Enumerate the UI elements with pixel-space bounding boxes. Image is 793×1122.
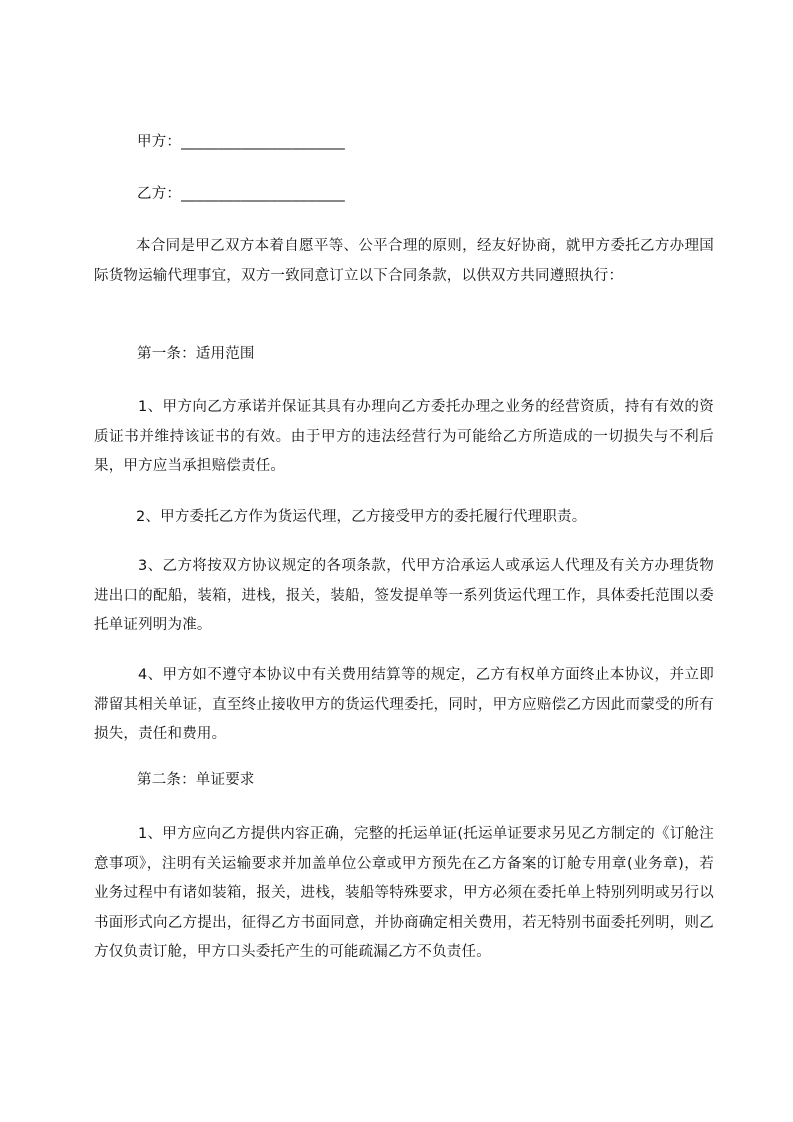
intro-paragraph: 本合同是甲乙双方本着自愿平等、公平合理的原则，经友好协商，就甲方委托乙方办理国际货物运输代理事宜，双方一致同意订立以下合同条款，以供双方共同遵照执行： xyxy=(94,238,714,284)
party-b-line: 乙方：______________________ xyxy=(137,186,345,202)
article2-title: 第二条：单证要求 xyxy=(137,772,255,788)
article2-clause-1: 1、甲方应向乙方提供内容正确，完整的托运单证(托运单证要求另见乙方制定的《订舱注意事项》，注明有关运输要求并加盖单位公章或甲方预先在乙方备案的订舱专用章(业务章)，若业务过程中有诸如装箱，报关，进栈，装船等特殊要求，甲方必须在委托单上特别列明或另行以书面形式向乙方提出，征得乙方书面同意，并协商确定相关费用，若无特别书面委托列明，则乙方仅负责订舱，甲方口头委托产生的可能疏漏乙方不负责任。 xyxy=(94,826,714,960)
article1-clause-1: 1、甲方向乙方承诺并保证其具有办理向乙方委托办理之业务的经营资质，持有有效的资质证书并维持该证书的有效。由于甲方的违法经营行为可能给乙方所造成的一切损失与不利后果，甲方应当承担赔偿责任。 xyxy=(94,399,714,474)
party-a-line: 甲方：______________________ xyxy=(137,134,345,150)
article1-clause-2: 2、甲方委托乙方作为货运代理，乙方接受甲方的委托履行代理职责。 xyxy=(136,509,587,525)
article1-clause-3: 3、乙方将按双方协议规定的各项条款，代甲方洽承运人或承运人代理及有关方办理货物进出口的配船，装箱，进栈，报关，装船，签发提单等一系列货运代理工作，具体委托范围以委托单证列明为准。 xyxy=(94,558,714,633)
article1-clause-4: 4、甲方如不遵守本协议中有关费用结算等的规定，乙方有权单方面终止本协议，并立即滞留其相关单证，直至终止接收甲方的货运代理委托，同时，甲方应赔偿乙方因此而蒙受的所有损失，责任和费用。 xyxy=(94,667,714,742)
article1-title: 第一条：适用范围 xyxy=(137,346,255,362)
